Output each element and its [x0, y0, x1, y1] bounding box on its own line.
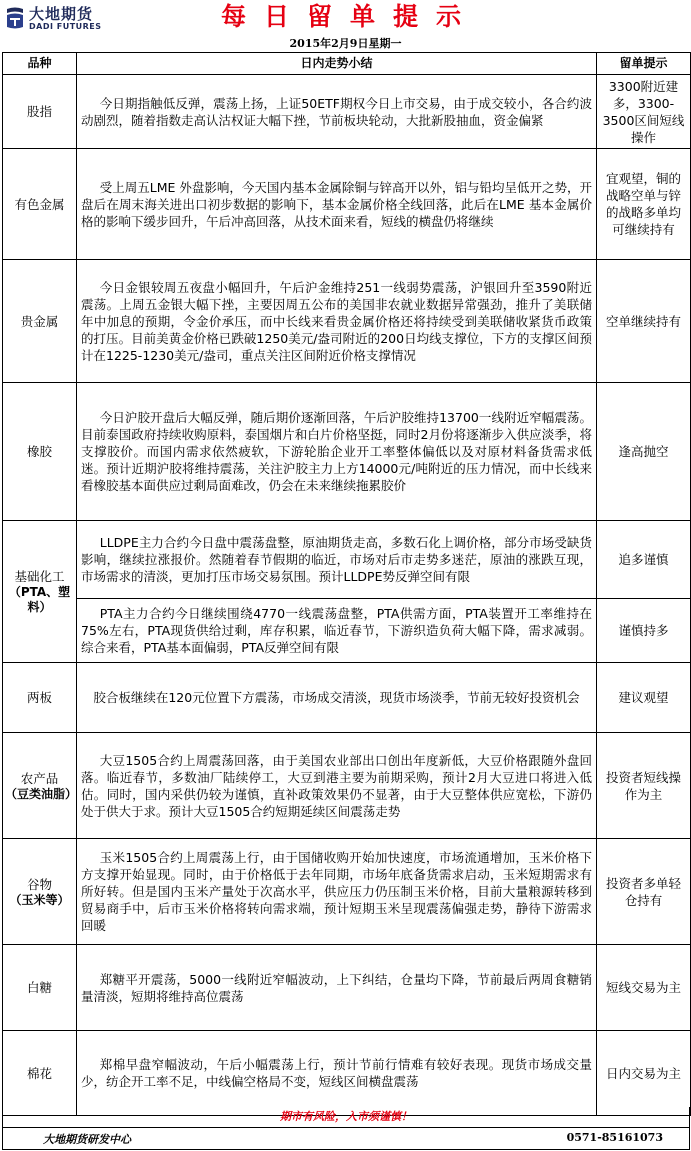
row-summary: 郑糖平开震荡，5000一线附近窄幅波动，上下纠结，仓量均下降，节前最后两周食糖销量清淡，短期将维持高位震荡 — [77, 945, 597, 1031]
row-summary: 胶合板继续在120元位置下方震荡，市场成交清淡，现货市场淡季，节前无较好投资机会 — [77, 663, 597, 733]
row-advice: 投资者短线操作为主 — [597, 733, 691, 839]
row-category-name: 谷物 — [26, 876, 52, 892]
header-advice: 留单提示 — [597, 53, 691, 75]
row-summary: 玉米1505合约上周震荡上行，由于国储收购开始加快速度，市场流通增加，玉米价格下方支撑开始显现。同时，由于价格低于去年同期，市场年底备货需求启动，玉米短期需求有所好转。但是国内玉米产量处于次高水平，供应压力仍压制玉米价格，目前大量粮源转移到贸易商手中，后市玉米价格将转向需求端，预计短期玉米呈现震荡偏强走势，静待下游需求回暖 — [77, 839, 597, 945]
row-advice: 短线交易为主 — [597, 945, 691, 1031]
row-category: 白糖 — [3, 945, 77, 1031]
row-category-sub: （豆类油脂） — [5, 786, 78, 801]
table-row — [3, 149, 691, 260]
table-row — [3, 599, 691, 663]
brand-name-en: DADI FUTURES — [29, 22, 102, 31]
row-summary: 受上周五LME 外盘影响，今天国内基本金属除铜与锌高开以外，铝与铅均呈低开之势，开盘后在周末海关进出口初步数据的影响下，基本金属价格全线回落，此后在LME 基本金属价格的影响下缓步回升，午后冲高回落，从技术面来看，短线的横盘仍将继续 — [77, 149, 597, 260]
dadi-logo-icon — [4, 6, 26, 30]
row-category — [3, 521, 77, 663]
brand-logo — [2, 3, 142, 33]
table-row — [3, 75, 691, 149]
row-category — [3, 839, 77, 945]
row-summary: PTA主力合约今日继续围绕4770一线震荡盘整，PTA供需方面，PTA装置开工率维持在75%左右，PTA现货供给过剩，库存积累，临近春节，下游织造负荷大幅下降，需求减弱。综合来看，PTA基本面偏弱，PTA反弹空间有限 — [77, 599, 597, 663]
row-category: 橡胶 — [3, 383, 77, 521]
row-advice: 谨慎持多 — [597, 599, 691, 663]
row-advice: 空单继续持有 — [597, 260, 691, 383]
header — [0, 0, 691, 34]
table-row — [3, 383, 691, 521]
header-summary: 日内走势小结 — [77, 53, 597, 75]
row-advice: 日内交易为主 — [597, 1031, 691, 1116]
row-summary: 今日金银较周五夜盘小幅回升，午后沪金维持251一线弱势震荡，沪银回升至3590附近震荡。上周五金银大幅下挫，主要因周五公布的美国非农就业数据异常强劲，推升了美联储年中加息的预期，令金价承压，而中长线来看贵金属价格还将持续受到美联储收紧货币政策的打压。目前美黄金价格已跌破1250美元/盎司附近的200日均线支撑位，下方的支撑区间预计在1225-1230美元/盎司，重点关注区间附近价格支撑情况 — [77, 260, 597, 383]
row-summary: 今日沪胶开盘后大幅反弹，随后期价逐渐回落，午后沪胶维持13700一线附近窄幅震荡。目前泰国政府持续收购原料，泰国烟片和白片价格坚挺，同时2月份将逐渐步入供应淡季，将支撑胶价。而国内需求依然疲软，下游轮胎企业开工率整体偏低以及对原材料备货需求低迷。预计近期沪胶将维持震荡，关注沪胶主力上方14000元/吨附近的压力情况，而中长线来看橡胶基本面供应过剩局面难改，仍会在未来继续拖累胶价 — [77, 383, 597, 521]
row-category: 有色金属 — [3, 149, 77, 260]
row-category-sub: （PTA、塑料） — [8, 585, 71, 614]
row-advice: 宜观望，铜的战略空单与锌的战略多单均可继续持有 — [597, 149, 691, 260]
row-advice: 建议观望 — [597, 663, 691, 733]
row-summary: 今日期指触低反弹，震荡上扬，上证50ETF期权今日上市交易，由于成交较小，各合约波动剧烈，随着指数走高认沽权证大幅下挫，节前板块轮动，大批新股抽血，资金偏紧 — [77, 75, 597, 149]
footer-phone: 0571-85161073 — [566, 1131, 663, 1144]
row-category — [3, 733, 77, 839]
row-category-name: 基础化工 — [14, 569, 65, 584]
header-category: 品种 — [3, 53, 77, 75]
table-row — [3, 945, 691, 1031]
row-category: 贵金属 — [3, 260, 77, 383]
brand-name-cn: 大地期货 — [29, 5, 94, 23]
table-header-row — [3, 53, 691, 75]
table-row — [3, 260, 691, 383]
report-date: 2015年2月9日星期一 — [289, 37, 402, 50]
footer — [2, 1128, 690, 1150]
row-summary: LLDPE主力合约今日盘中震荡盘整，原油期货走高，多数石化上调价格，部分市场受缺货影响，继续拉涨报价。然随着春节假期的临近，市场对后市走势多迷茫，原油的涨跌互现，市场需求的清淡，更加打压市场交易氛围。预计LLDPE势反弹空间有限 — [77, 521, 597, 599]
row-summary: 大豆1505合约上周震荡回落，由于美国农业部出口创出年度新低，大豆价格跟随外盘回落。临近春节，多数油厂陆续停工，大豆到港主要为前期采购，预计2月大豆进口将进入低估。同时，国内采供仍较为谨慎，直补政策效果仍不显著，由于大豆整体供应宽松，下游仍处于供大于求。预计大豆1505合约短期延续区间震荡走势 — [77, 733, 597, 839]
page-title: 每日留单提示 — [220, 2, 479, 31]
row-advice: 投资者多单轻仓持有 — [597, 839, 691, 945]
row-advice: 逢高抛空 — [597, 383, 691, 521]
table-row — [3, 839, 691, 945]
row-advice: 3300附近建多，3300-3500区间短线操作 — [597, 75, 691, 149]
row-category: 股指 — [3, 75, 77, 149]
row-advice: 追多谨慎 — [597, 521, 691, 599]
row-category-sub: （玉米等） — [9, 892, 70, 907]
table-row — [3, 521, 691, 599]
row-summary: 郑棉早盘窄幅波动，午后小幅震荡上行，预计节前行情难有较好表现。现货市场成交量少，纺企开工率不足，中线偏空格局不变，短线区间横盘震荡 — [77, 1031, 597, 1116]
position-table — [2, 52, 691, 1116]
row-category: 两板 — [3, 663, 77, 733]
row-category: 棉花 — [3, 1031, 77, 1116]
table-row — [3, 733, 691, 839]
footer-org: 大地期货研发中心 — [43, 1133, 131, 1146]
table-row — [3, 1031, 691, 1116]
risk-warning: 期市有风险，入市须谨慎！ — [2, 1107, 690, 1128]
row-category-name: 农产品 — [20, 770, 59, 786]
table-row — [3, 663, 691, 733]
